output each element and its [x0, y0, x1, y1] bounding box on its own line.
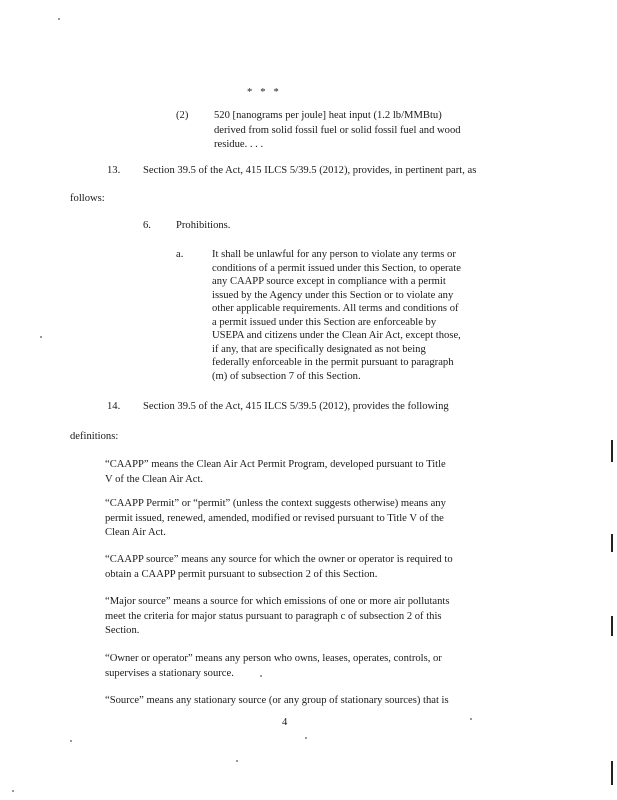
page-number: 4	[282, 717, 288, 728]
definition-caapp-permit	[105, 497, 503, 541]
item-a-label: a.	[176, 249, 184, 260]
definition-owner-operator	[105, 652, 503, 681]
scan-edge-mark	[611, 534, 613, 552]
quote-line: residue. . . .	[214, 139, 264, 151]
scan-edge-mark	[611, 440, 613, 462]
item-a-line: if any, that are specifically designated as not being	[212, 343, 426, 355]
definition-line: supervises a stationary source.	[105, 667, 234, 679]
item-a-text	[212, 248, 504, 383]
definition-line: permit issued, renewed, amended, modified or revised pursuant to Title V of the	[105, 512, 444, 524]
definition-line: “CAAPP Permit” or “permit” (unless the context suggests otherwise) means any	[105, 498, 446, 509]
definition-line: “Owner or operator” means any person who owns, leases, operates, controls, or	[105, 653, 442, 664]
item-a-line: It shall be unlawful for any person to violate any terms or	[212, 249, 456, 260]
definition-source	[105, 694, 503, 709]
paragraph-14-continuation: definitions:	[70, 431, 119, 442]
scan-speck	[58, 18, 60, 20]
scan-edge-mark	[611, 616, 613, 636]
definition-line: “CAAPP source” means any source for which the owner or operator is required to	[105, 554, 453, 565]
prohibitions-number: 6.	[143, 220, 151, 231]
scan-speck	[236, 760, 238, 762]
paragraph-14-text: Section 39.5 of the Act, 415 ILCS 5/39.5 (2012), provides the following	[143, 401, 449, 412]
quote-item-label: (2)	[176, 110, 189, 121]
ellipsis-asterisks: * * *	[247, 87, 279, 98]
definition-line: meet the criteria for major status pursuant to paragraph c of subsection 2 of this	[105, 610, 442, 622]
item-a-line: a permit issued under this Section are enforceable by	[212, 316, 437, 328]
item-a-line: issued by the Agency under this Section or to violate any	[212, 289, 454, 301]
item-a-line: (m) of subsection 7 of this Section.	[212, 370, 361, 382]
item-a-line: conditions of a permit issued under this Section, to operate	[212, 262, 461, 274]
definition-line: “CAAPP” means the Clean Air Act Permit Program, developed pursuant to Title	[105, 459, 446, 470]
scan-speck	[470, 718, 472, 720]
definition-line: “Major source” means a source for which emissions of one or more air pollutants	[105, 596, 450, 607]
scan-speck	[40, 336, 42, 338]
definition-line: Clean Air Act.	[105, 527, 166, 539]
item-a-line: other applicable requirements. All terms and conditions of	[212, 303, 459, 314]
scan-edge-mark	[611, 761, 613, 785]
definition-line: obtain a CAAPP permit pursuant to subsection 2 of this Section.	[105, 568, 378, 580]
scan-speck	[305, 737, 307, 739]
scan-speck	[70, 740, 72, 742]
scan-speck	[260, 675, 262, 677]
item-a-line: federally enforceable in the permit pursuant to paragraph	[212, 357, 454, 368]
paragraph-13-number: 13.	[107, 165, 121, 176]
scan-speck	[12, 790, 14, 792]
definition-line: Section.	[105, 625, 140, 637]
definition-major-source	[105, 595, 503, 639]
paragraph-13-continuation: follows:	[70, 193, 105, 204]
item-a-line: any CAAPP source except in compliance with a permit	[212, 276, 446, 287]
paragraph-14-number: 14.	[107, 401, 121, 412]
item-a-line: USEPA and citizens under the Clean Air Act, except those,	[212, 330, 461, 341]
quote-line: 520 [nanograms per joule] heat input (1.2 lb/MMBtu)	[214, 110, 442, 121]
definition-caapp-source	[105, 553, 503, 582]
paragraph-13-text: Section 39.5 of the Act, 415 ILCS 5/39.5 (2012), provides, in pertinent part, as	[143, 165, 477, 176]
definition-line: V of the Clean Air Act.	[105, 473, 204, 485]
quote-line: derived from solid fossil fuel or solid fossil fuel and wood	[214, 124, 461, 136]
definition-line: “Source” means any stationary source (or any group of stationary sources) that is	[105, 695, 449, 706]
quote-item-text	[214, 109, 504, 153]
prohibitions-heading: Prohibitions.	[176, 220, 231, 231]
definition-caapp	[105, 458, 503, 487]
